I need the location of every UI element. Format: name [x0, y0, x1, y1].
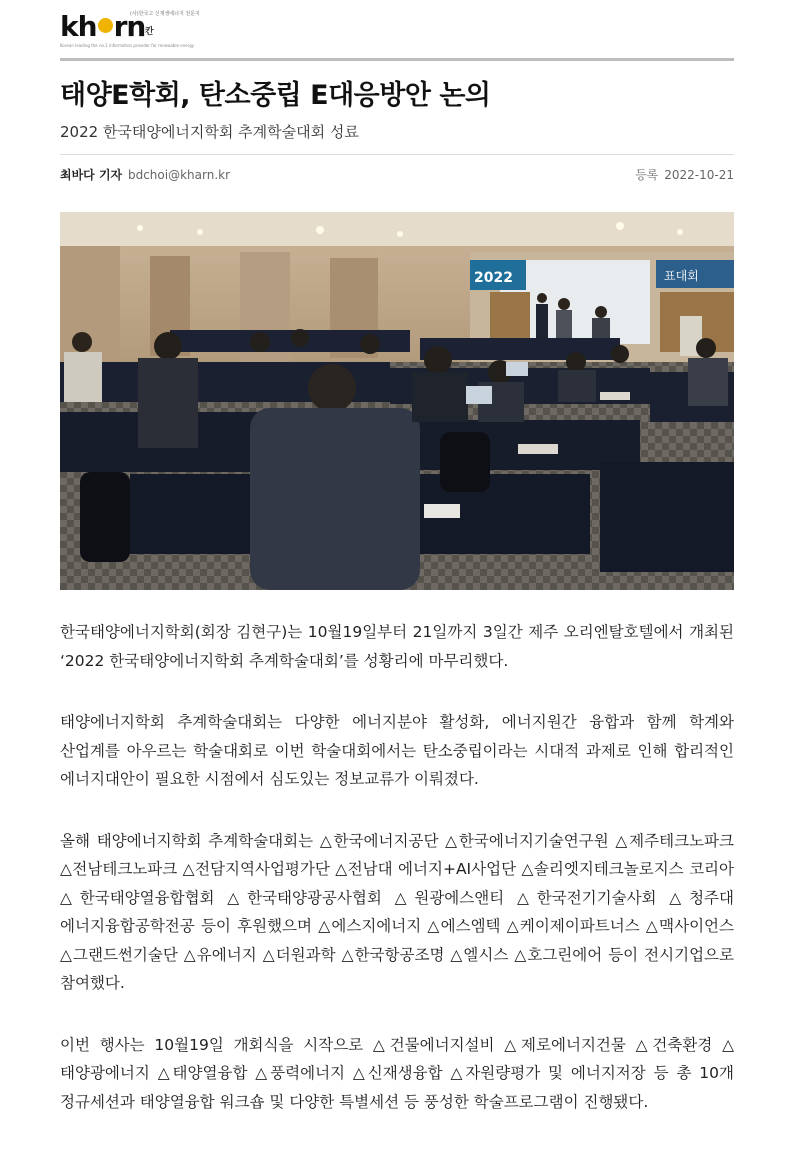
masthead: [60, 10, 734, 50]
banner-year: 2022: [474, 270, 513, 286]
byline: [60, 166, 230, 184]
date-value: 2022-10-21: [664, 168, 734, 182]
author-email[interactable]: bdchoi@kharn.kr: [127, 168, 231, 182]
date-label: 등록: [635, 168, 659, 182]
logo-subtitle: (사)한국고 신재생에너지 전문지: [130, 11, 200, 17]
article-paragraph: 올해 태양에너지학회 추계학술대회는 △한국에너지공단 △한국에너지기술연구원 △제주테크노파크 △전남테크노파크 △전담지역사업평가단 △전남대 에너지+AI사업단 △솔리엣지테크놀로지스 코리아 △한국태양열융합협회 △한국태양광공사협회 △원광에스앤티 △한국전기기술사회 △청주대 에너지융합공학전공 등이 후원했으며 △에스지에너지 △에스엠텍 △케이제이파트너스 △맥사이언스 △그랜드썬기술단 △유에너지 △더원과학 △한국항공조명 △엘시스 △호그린에어 등이 전시기업으로 참여했다.: [60, 831, 734, 992]
article-body: [60, 618, 734, 1149]
article-paragraph: 이번 행사는 10월19일 개회식을 시작으로 △건물에너지설비 △제로에너지건물 △건축환경 △태양광에너지 △태양열융합 △풍력에너지 △신재생융합 △자원량평가 및 에너지저장 등 총 10개 정규세션과 태양열융합 워크숍 및 다양한 특별세션 등 풍성한 학술프로그램이 진행됐다.: [60, 1035, 734, 1111]
logo-tagline: Korean leading the no.1 information provider for renewable energy: [60, 43, 195, 48]
logo-suffix: 칸: [145, 27, 154, 37]
article-headline: 태양E학회, 탄소중립 E대응방안 논의: [60, 80, 491, 111]
article-paragraph: 태양에너지학회 추계학술대회는 다양한 에너지분야 활성화, 에너지원간 융합과 함께 학계와 산업계를 아우르는 학술대회로 이번 학술대회에서는 탄소중립이라는 시대적 과제로 인해 합리적인 에너지대안이 필요한 시점에서 심도있는 정보교류가 이뤄졌다.: [60, 713, 734, 788]
title-divider: [60, 154, 734, 155]
article-photo: [60, 212, 734, 590]
banner-title: 표대회: [664, 269, 699, 283]
publish-date: [635, 166, 734, 184]
conference-hall-photo: [60, 212, 734, 590]
article-paragraph: 한국태양에너지학회(회장 김현구)는 10월19일부터 21일까지 3일간 제주 오리엔탈호텔에서 개최된 ‘2022 한국태양에너지학회 추계학술대회’를 성황리에 마무리했다.: [60, 623, 734, 670]
logo-wordmark: kh rn: [60, 10, 146, 43]
sun-icon: [98, 18, 113, 33]
author-name: 최바다 기자: [60, 168, 123, 182]
article-subheadline: 2022 한국태양에너지학회 추계학술대회 성료: [60, 123, 359, 141]
header-divider: [60, 58, 734, 61]
